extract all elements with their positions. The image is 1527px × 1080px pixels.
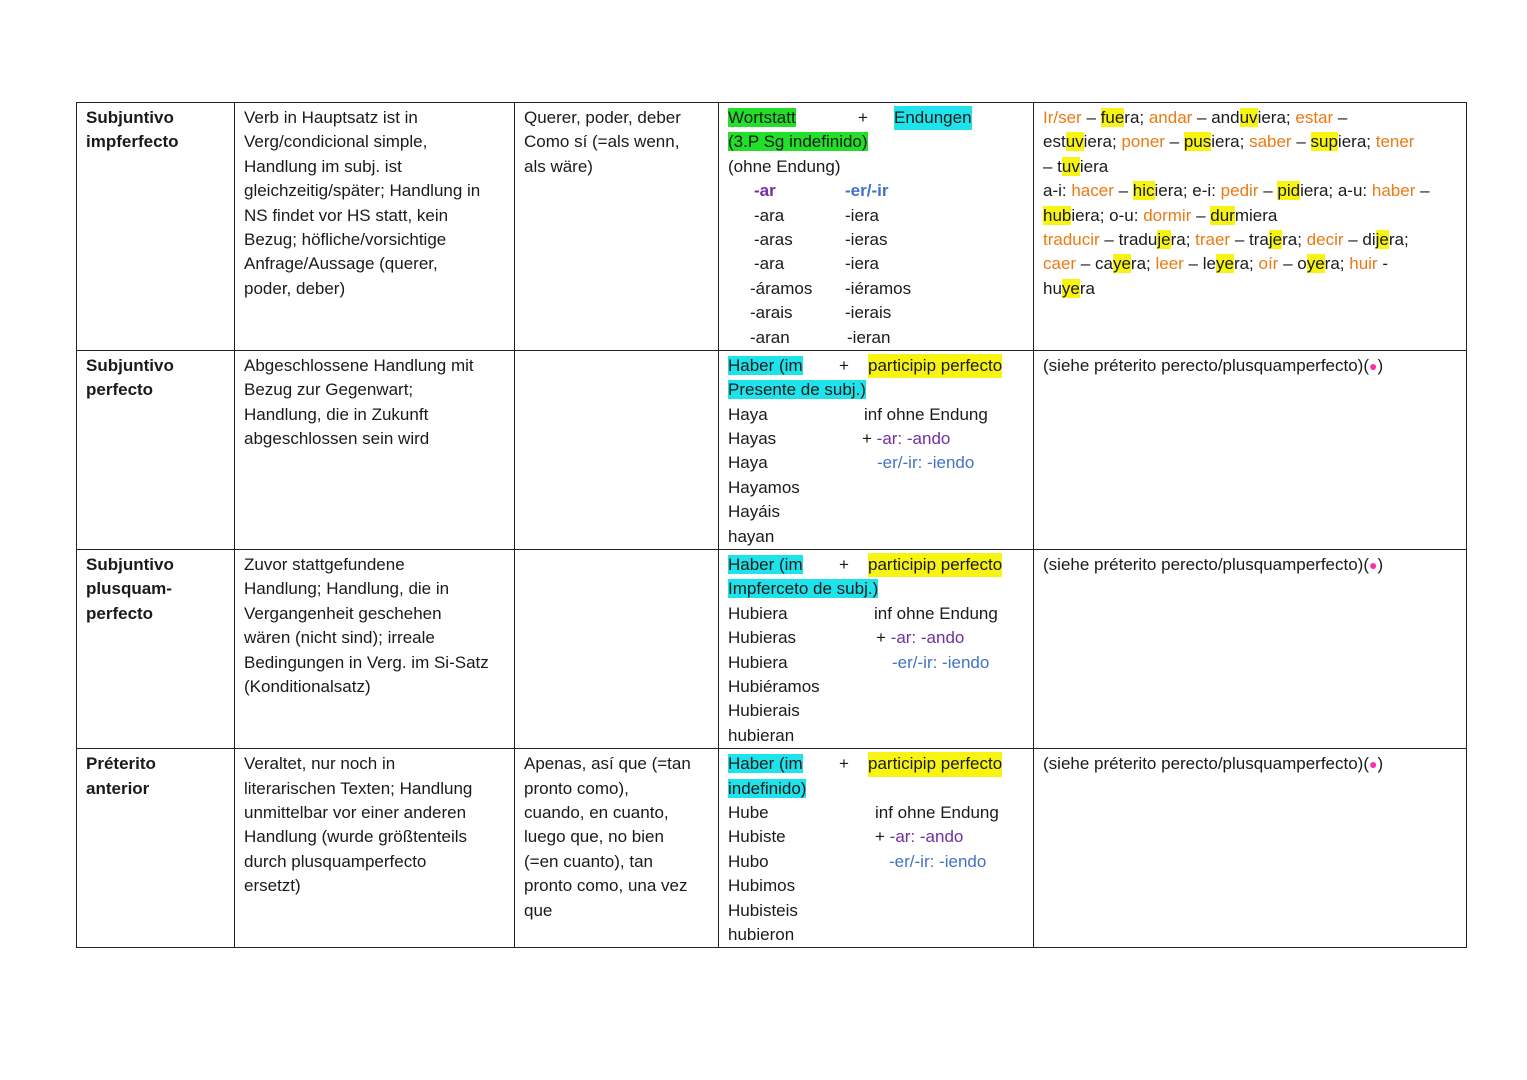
aux-form: Hubieras xyxy=(728,628,797,648)
aux-label: Haber (im xyxy=(728,754,803,774)
usage-cell: Veraltet, nur noch in literarischen Texten; Handlung unmittelbar vor einer anderen Handlung (wurde größtenteils durch plusquamperfecto ersetzt) xyxy=(235,749,515,948)
aux-form: Hayas xyxy=(728,429,777,449)
aux-form: hayan xyxy=(728,526,775,546)
reference-note: (siehe préterito perecto/plusquamperfecto)( xyxy=(1043,355,1369,375)
participle-label: participip perfecto xyxy=(868,354,1002,378)
examples-cell: (siehe préterito perecto/plusquamperfecto)(●) xyxy=(1034,550,1467,749)
aux-form: Hube xyxy=(728,802,769,822)
aux-note: Impferceto de subj.) xyxy=(728,579,879,599)
trigger-cell: Apenas, así que (=tan pronto como), cuando, en cuanto, luego que, no bien (=en cuanto), tan pronto como, una vez que xyxy=(515,749,719,948)
tense-name: Subjuntivo plusquam- perfecto xyxy=(86,555,174,623)
er-rule: -er/-ir: -iendo xyxy=(877,453,975,473)
trigger-cell xyxy=(515,550,719,749)
inf-label: inf ohne Endung xyxy=(874,603,998,623)
formation-cell: Haber (im + participip perfecto Presente de subj.) Haya inf ohne Endung Hayas + -ar: -ando Haya -er/-ir: -iendo Hayamos Hayáis hayan xyxy=(719,350,1034,549)
aux-form: Hayáis xyxy=(728,502,780,522)
tense-name-cell xyxy=(77,550,235,749)
plus-sign: + xyxy=(858,108,868,127)
participle-label: participip perfecto xyxy=(868,553,1002,577)
er-ending: -iéramos xyxy=(845,278,912,298)
ar-rule: -ar: -ando xyxy=(889,827,964,847)
aux-form: Hubiera xyxy=(728,603,788,623)
inf-label: inf ohne Endung xyxy=(864,404,988,424)
aux-form: Haya xyxy=(728,453,768,473)
table-row xyxy=(77,550,1467,749)
reference-note: (siehe préterito perecto/plusquamperfecto)( xyxy=(1043,754,1369,774)
aux-label: Haber (im xyxy=(728,555,803,575)
examples-cell: (siehe préterito perecto/plusquamperfecto)(●) xyxy=(1034,749,1467,948)
formation-cell: Haber (im + participip perfecto Impferceto de subj.) Hubiera inf ohne Endung Hubieras + -ar: -ando Hubiera -er/-ir: -iendo Hubiéramos Hubierais hubieran xyxy=(719,550,1034,749)
examples-cell: Ir/ser – fuera; andar – anduviera; estar – estuviera; poner – pusiera; saber – supiera; tener – tuviera a-i: hacer – hiciera; e-i: pedir – pidiera; a-u: haber – hubiera; o-u: dormir – durmiera traducir – tradujera; traer – trajera; decir – dijera; caer – cayera; leer – leyera; oír – oyera; huir - huyera xyxy=(1034,103,1467,351)
aux-note: indefinido) xyxy=(728,778,807,798)
formation-header xyxy=(728,106,1024,130)
tense-name-cell xyxy=(77,103,235,351)
ar-rule: -ar: -ando xyxy=(890,628,965,648)
aux-form: hubieran xyxy=(728,725,795,745)
aux-label: Haber (im xyxy=(728,355,803,375)
ar-rule: -ar: -ando xyxy=(876,429,951,449)
tense-name: Préterito anterior xyxy=(86,754,156,798)
formation-cell xyxy=(719,103,1034,351)
tense-name: Subjuntivo perfecto xyxy=(86,355,174,400)
usage-cell: Verb in Hauptsatz ist in Verg/condicional simple, Handlung im subj. ist gleichzeitig/später; Handlung in NS findet vor HS statt, kein Bezug; höfliche/vorsichtige Anfrage/Aussage (querer, poder, deber) xyxy=(235,103,515,351)
aux-form: Hubiéramos xyxy=(728,676,820,696)
er-ending: -ieran xyxy=(847,327,891,347)
aux-note: Presente de subj.) xyxy=(728,380,866,400)
trigger-cell xyxy=(515,350,719,549)
table-row xyxy=(77,103,1467,351)
endings-label: Endungen xyxy=(894,106,972,130)
aux-form: hubieron xyxy=(728,924,795,944)
aux-form: Hubiste xyxy=(728,827,786,847)
stem-note: (3.P Sg indefinido) xyxy=(728,132,868,152)
usage-cell: Abgeschlossene Handlung mit Bezug zur Gegenwart; Handlung, die in Zukunft abgeschlossen sein wird xyxy=(235,350,515,549)
table-row xyxy=(77,749,1467,948)
table-row xyxy=(77,350,1467,549)
er-ending: -ierais xyxy=(845,303,892,323)
ar-ending: -ara xyxy=(754,254,785,274)
plus-sign: + xyxy=(839,555,849,575)
tense-name-cell xyxy=(77,350,235,549)
er-ending: -iera xyxy=(845,254,880,274)
trigger-cell: Querer, poder, deber Como sí (=als wenn, als wäre) xyxy=(515,103,719,351)
pink-dot-icon: ● xyxy=(1369,756,1378,773)
stem-label: Wortstatt xyxy=(728,108,796,127)
plus-sign: + xyxy=(839,754,849,774)
aux-form: Hayamos xyxy=(728,477,800,497)
participle-label: participip perfecto xyxy=(868,752,1002,776)
ar-ending: -aran xyxy=(750,327,790,347)
ar-heading: -ar xyxy=(754,181,776,201)
aux-form: Haya xyxy=(728,404,768,424)
aux-form: Hubisteis xyxy=(728,900,798,920)
examples-cell: (siehe préterito perecto/plusquamperfecto)(●) xyxy=(1034,350,1467,549)
inf-label: inf ohne Endung xyxy=(875,802,999,822)
er-rule: -er/-ir: -iendo xyxy=(892,652,990,672)
grammar-table xyxy=(76,102,1467,948)
stem-sub: (ohne Endung) xyxy=(728,156,841,176)
aux-form: Hubimos xyxy=(728,876,796,896)
ar-ending: -arais xyxy=(750,303,793,323)
usage-cell: Zuvor stattgefundene Handlung; Handlung, die in Vergangenheit geschehen wären (nicht sind); irreale Bedingungen in Verg. im Si-Satz (Konditionalsatz) xyxy=(235,550,515,749)
tense-name-cell xyxy=(77,749,235,948)
ar-ending: -áramos xyxy=(750,278,813,298)
tense-name: Subjuntivo impferfecto xyxy=(86,108,179,152)
pink-dot-icon: ● xyxy=(1369,357,1378,374)
er-ending: -ieras xyxy=(845,229,888,249)
aux-form: Hubierais xyxy=(728,701,800,721)
ar-ending: -aras xyxy=(754,229,793,249)
er-ending: -iera xyxy=(845,205,880,225)
plus-sign: + xyxy=(839,355,849,375)
er-rule: -er/-ir: -iendo xyxy=(889,851,987,871)
pink-dot-icon: ● xyxy=(1369,557,1378,574)
formation-cell: Haber (im + participip perfecto indefinido) Hube inf ohne Endung Hubiste + -ar: -ando Hubo -er/-ir: -iendo Hubimos Hubisteis hubieron xyxy=(719,749,1034,948)
reference-note: (siehe préterito perecto/plusquamperfecto)( xyxy=(1043,555,1369,575)
er-heading: -er/-ir xyxy=(845,181,889,201)
aux-form: Hubo xyxy=(728,851,769,871)
aux-form: Hubiera xyxy=(728,652,788,672)
ar-ending: -ara xyxy=(754,205,785,225)
